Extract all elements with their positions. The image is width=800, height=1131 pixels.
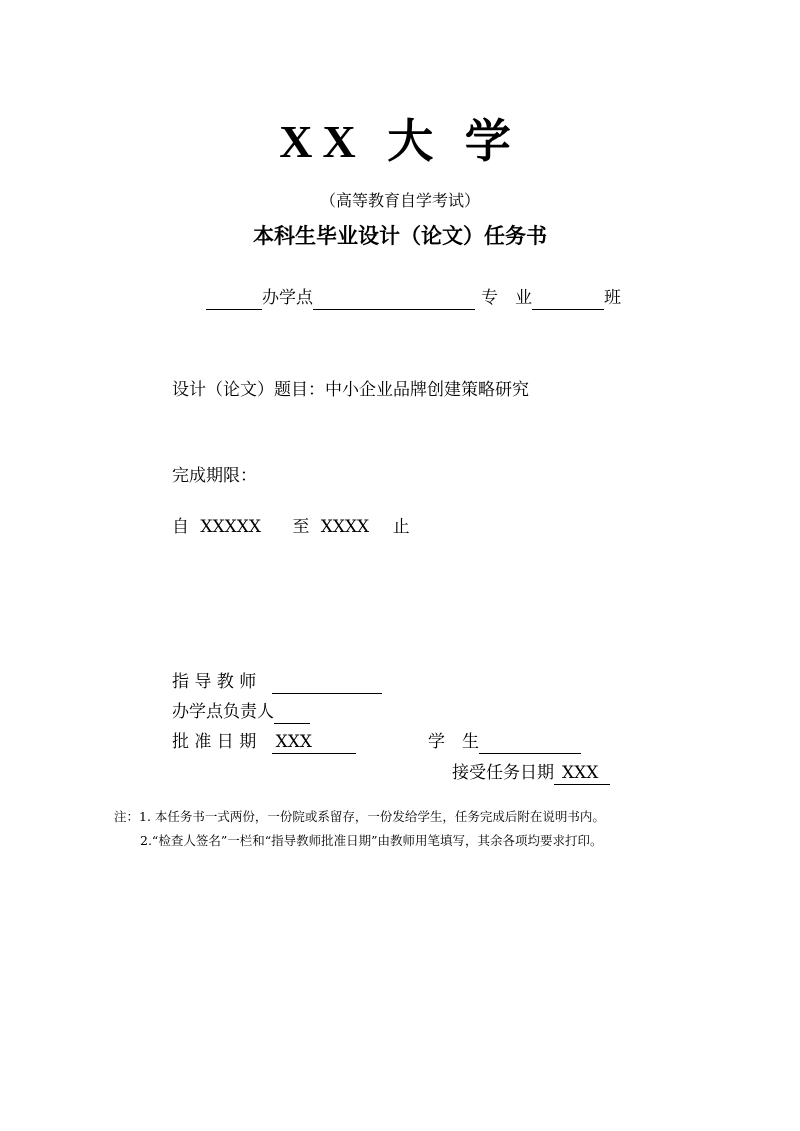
from-date: XXXXX [200,517,261,537]
center-head-blank [274,703,310,724]
note-item-1 [114,808,605,826]
student-label: 学 生 [428,732,479,752]
topic-value: 中小企业品牌创建策略研究 [325,380,529,400]
from-label: 自 [172,517,189,537]
approval-date-label: 批 准 日 期 [172,732,257,752]
major-blank [532,289,604,310]
deadline-label: 完成期限： [172,466,257,486]
document-title: 本科生毕业设计（论文）任务书 [253,224,547,248]
exam-subtitle: （高等教育自学考试） [319,191,480,210]
center-head-line [172,700,310,724]
class-info-line [206,286,621,310]
center-name-blank [206,289,262,310]
end-label: 止 [392,517,410,537]
to-date: XXXX [320,517,370,537]
approval-date-value: XXX [272,731,356,754]
deadline-range [172,515,410,539]
to-label: 至 [292,517,310,537]
class-label: 班 [604,288,621,308]
accept-date-line [452,761,610,785]
student-blank [479,733,581,754]
accept-date-label: 接受任务日期 [452,763,554,783]
center-label: 办学点 [262,288,313,308]
student-line [428,730,581,754]
note-item-2: 2.“检查人签名”一栏和“指导教师批准日期”由教师用笔填写，其余各项均要求打印。 [140,833,603,848]
center-head-label: 办学点负责人 [172,702,274,722]
advisor-blank [272,673,382,694]
center-detail-blank [313,289,475,310]
approval-date-line [172,730,356,754]
topic-label: 设计（论文）题目： [172,380,325,400]
advisor-label: 指 导 教 师 [172,672,257,692]
major-label: 专 业 [481,288,532,308]
topic-line [172,378,529,402]
accept-date-value: XXX [554,762,610,785]
notes-prefix: 注： [114,809,140,824]
advisor-line [172,670,382,694]
university-title: XX 大 学 [279,116,521,167]
note-text-1: 1. 本任务书一式两份，一份院或系留存，一份发给学生，任务完成后附在说明书内。 [139,809,605,824]
